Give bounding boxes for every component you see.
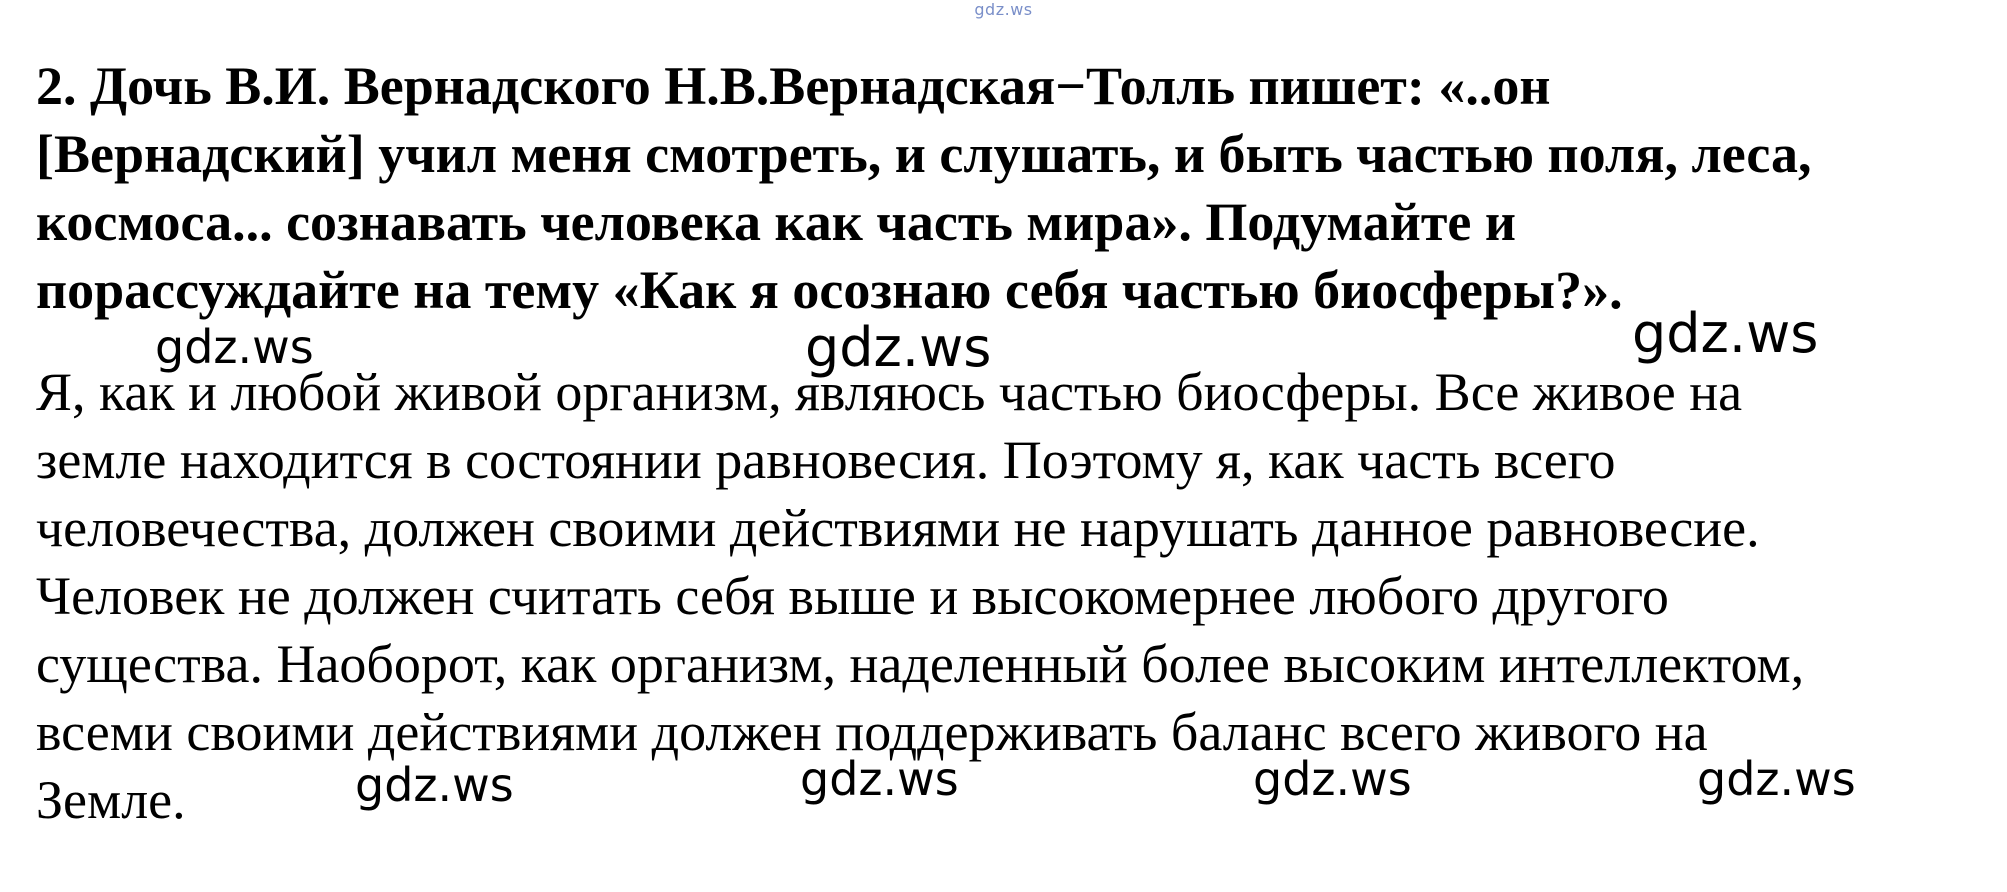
question-line: 2. Дочь В.И. Вернадского Н.В.Вернадская−Толль пишет: «..он: [36, 56, 1551, 116]
watermark: gdz.ws: [1697, 752, 1856, 806]
watermark: gdz.ws: [1632, 302, 1819, 365]
question-line: космоса... сознавать человека как часть мира». Подумайте и: [36, 192, 1517, 252]
watermark: gdz.ws: [800, 752, 959, 806]
question-line: [Вернадский] учил меня смотреть, и слушать, и быть частью поля, леса,: [36, 124, 1812, 184]
question-line: порассуждайте на тему «Как я осознаю себя частью биосферы?».: [36, 260, 1623, 320]
answer-line: Земле.: [36, 770, 186, 830]
question-text: [36, 52, 1996, 324]
answer-line: Человек не должен считать себя выше и высокомернее любого другого: [36, 566, 1669, 626]
watermark: gdz.ws: [1253, 752, 1412, 806]
watermark: gdz.ws: [805, 316, 992, 379]
watermark: gdz.ws: [355, 758, 514, 812]
answer-line: всеми своими действиями должен поддерживать баланс всего живого на: [36, 702, 1708, 762]
answer-line: существа. Наоборот, как организм, наделенный более высоким интеллектом,: [36, 634, 1805, 694]
answer-line: человечества, должен своими действиями не нарушать данное равновесие.: [36, 498, 1760, 558]
answer-line: земле находится в состоянии равновесия. Поэтому я, как часть всего: [36, 430, 1616, 490]
site-mark-header: gdz.ws: [974, 0, 1033, 19]
answer-line: Я, как и любой живой организм, являюсь частью биосферы. Все живое на: [36, 362, 1743, 422]
watermark: gdz.ws: [155, 320, 314, 374]
